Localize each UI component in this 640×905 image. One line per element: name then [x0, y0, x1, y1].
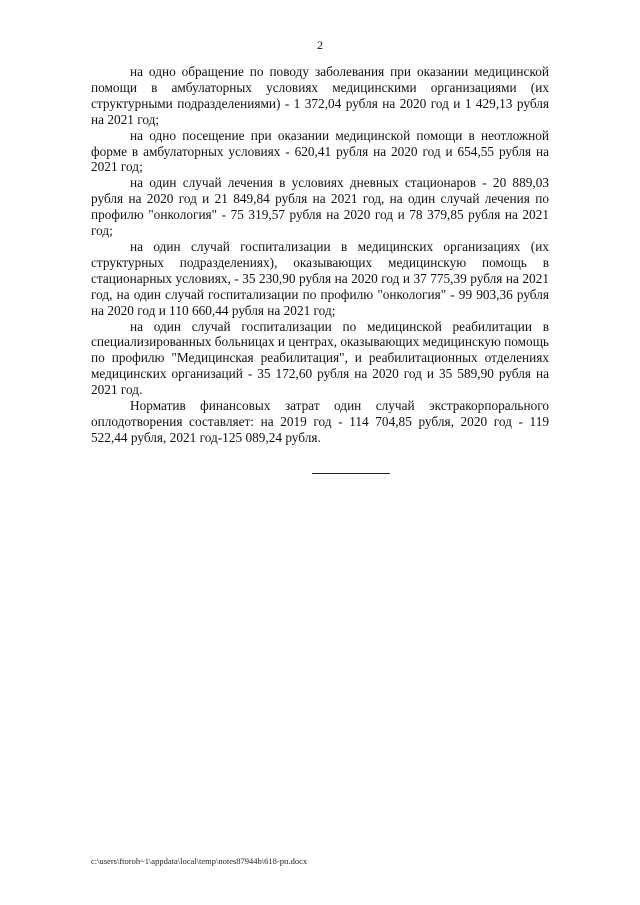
end-separator-line	[312, 473, 390, 474]
paragraph-day-hospital: на один случай лечения в условиях дневных стационаров - 20 889,03 рубля на 2020 год и 21 849,84 рубля на 2021 год, на один случай лечения по профилю "онкология" - 75 319,57 рубля на 2020 год и 78 379,85 рубля на 2021 год;	[91, 175, 549, 239]
document-body	[91, 64, 549, 446]
page-number: 2	[317, 38, 323, 52]
paragraph-rehabilitation: на один случай госпитализации по медицинской реабилитации в специализированных больницах и центрах, оказывающих медицинскую помощь по профилю "Медицинская реабилитация", и реабилитационных отделениях медицинских организаций - 35 172,60 рубля на 2020 год и 35 589,90 рубля на 2021 год.	[91, 318, 549, 398]
paragraph-emergency-visit: на одно посещение при оказании медицинской помощи в неотложной форме в амбулаторных условиях - 620,41 рубля на 2020 год и 654,55 рубля на 2021 год;	[91, 127, 549, 175]
paragraph-ambulatory-visit: на одно обращение по поводу заболевания при оказании медицинской помощи в амбулаторных условиях медицинскими организациями (их структурными подразделениями) - 1 372,04 рубля на 2020 год и 1 429,13 рубля на 2021 год;	[91, 64, 549, 127]
footer-file-path: c:\users\ftoroh~1\appdata\local\temp\notes87944b\618-рп.docx	[91, 856, 308, 866]
paragraph-hospitalization: на один случай госпитализации в медицинских организациях (их структурных подразделениях), оказывающих медицинскую помощь в стационарных условиях, - 35 230,90 рубля на 2020 год и 37 775,39 рубля на 2021 год, на один случай госпитализации по профилю "онкология" - 99 903,36 рубля на 2020 год и 110 660,44 рубля на 2021 год;	[91, 238, 549, 318]
paragraph-ivf-standard: Норматив финансовых затрат один случай экстракорпорального оплодотворения составляет: на 2019 год - 114 704,85 рубля, 2020 год - 119 522,44 рубля, 2021 год-125 089,24 рубля.	[91, 398, 549, 445]
